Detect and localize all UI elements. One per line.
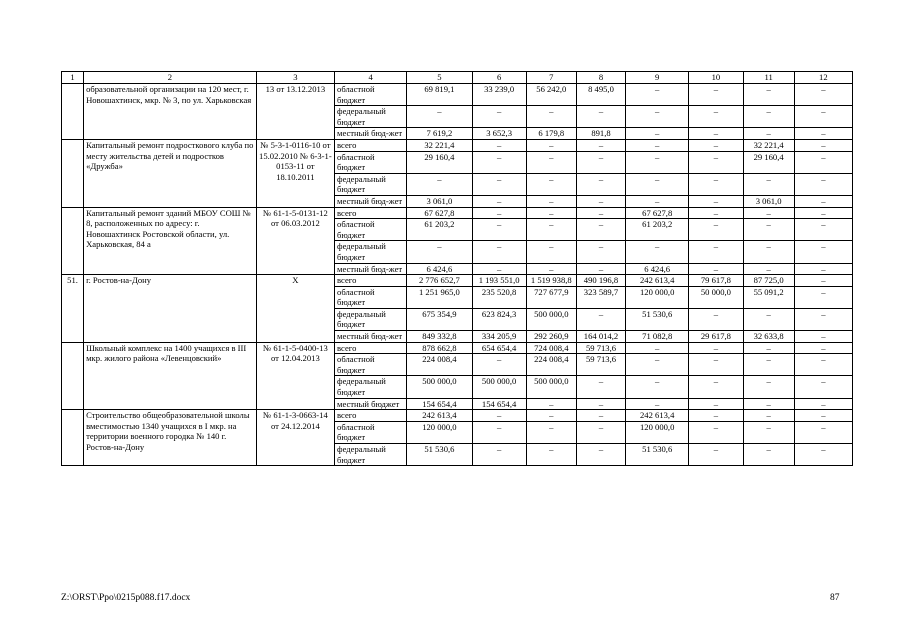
amount-cell: – [576, 376, 625, 398]
amount-cell: 6 424,6 [626, 263, 689, 275]
amount-cell: 1 519 938,8 [526, 275, 576, 287]
amount-cell: – [689, 444, 743, 466]
amount-cell: – [472, 173, 526, 195]
amount-cell: – [794, 173, 852, 195]
amount-cell: – [526, 151, 576, 173]
amount-cell: 120 000,0 [407, 421, 472, 443]
amount-cell: 878 662,8 [407, 342, 472, 354]
document-cell: № 61-1-5-0400-13 от 12.04.2013 [256, 342, 334, 410]
amount-cell: – [743, 241, 794, 263]
amount-cell: – [689, 84, 743, 106]
amount-cell: 8 495,0 [576, 84, 625, 106]
amount-cell: – [576, 219, 625, 241]
amount-cell: 51 530,6 [626, 444, 689, 466]
amount-cell: 55 091,2 [743, 286, 794, 308]
amount-cell: – [576, 173, 625, 195]
amount-cell: 32 221,4 [743, 139, 794, 151]
amount-cell: – [743, 342, 794, 354]
amount-cell: – [626, 84, 689, 106]
amount-cell: 623 824,3 [472, 308, 526, 330]
amount-cell: – [743, 207, 794, 219]
amount-cell: – [626, 241, 689, 263]
amount-cell: – [794, 219, 852, 241]
column-number-header [62, 72, 853, 84]
table-row [62, 207, 853, 219]
funding-source-cell: местный бюд-жет [335, 263, 407, 275]
budget-table [61, 71, 853, 466]
amount-cell: 724 008,4 [526, 342, 576, 354]
amount-cell: – [794, 241, 852, 263]
amount-cell: – [689, 195, 743, 207]
funding-source-cell: областной бюджет [335, 84, 407, 106]
funding-source-cell: всего [335, 410, 407, 422]
amount-cell: 6 424,6 [407, 263, 472, 275]
amount-cell: – [794, 410, 852, 422]
amount-cell: 164 014,2 [576, 331, 625, 343]
amount-cell: 6 179,8 [526, 128, 576, 140]
table-row [62, 139, 853, 151]
table-row [62, 84, 853, 106]
funding-source-cell: федеральный бюджет [335, 241, 407, 263]
amount-cell: 292 260,9 [526, 331, 576, 343]
header-cell: 4 [335, 72, 407, 84]
amount-cell: – [626, 354, 689, 376]
amount-cell: – [526, 106, 576, 128]
amount-cell: 500 000,0 [472, 376, 526, 398]
row-number-cell [62, 342, 84, 410]
amount-cell: – [689, 354, 743, 376]
amount-cell: – [576, 263, 625, 275]
amount-cell: – [526, 421, 576, 443]
amount-cell: 2 776 652,7 [407, 275, 472, 287]
amount-cell: 675 354,9 [407, 308, 472, 330]
amount-cell: 67 627,8 [626, 207, 689, 219]
amount-cell: 154 654,4 [407, 398, 472, 410]
funding-source-cell: областной бюджет [335, 354, 407, 376]
funding-source-cell: местный бюд-жет [335, 331, 407, 343]
amount-cell: 3 652,3 [472, 128, 526, 140]
header-cell: 11 [743, 72, 794, 84]
amount-cell: – [472, 421, 526, 443]
amount-cell: – [626, 342, 689, 354]
header-cell: 12 [794, 72, 852, 84]
amount-cell: – [689, 219, 743, 241]
amount-cell: – [472, 354, 526, 376]
amount-cell: – [689, 376, 743, 398]
amount-cell: 3 061,0 [407, 195, 472, 207]
amount-cell: 3 061,0 [743, 195, 794, 207]
funding-source-cell: всего [335, 275, 407, 287]
amount-cell: 87 725,0 [743, 275, 794, 287]
row-number-cell [62, 410, 84, 466]
amount-cell: 500 000,0 [407, 376, 472, 398]
amount-cell: 334 205,9 [472, 331, 526, 343]
funding-source-cell: федеральный бюджет [335, 106, 407, 128]
amount-cell: – [794, 275, 852, 287]
amount-cell: – [794, 263, 852, 275]
amount-cell: 490 196,8 [576, 275, 625, 287]
amount-cell: – [472, 106, 526, 128]
amount-cell: – [626, 195, 689, 207]
amount-cell: 654 654,4 [472, 342, 526, 354]
amount-cell: – [472, 263, 526, 275]
amount-cell: 891,8 [576, 128, 625, 140]
amount-cell: – [689, 421, 743, 443]
header-cell: 2 [84, 72, 257, 84]
amount-cell: – [743, 219, 794, 241]
amount-cell: 51 530,6 [626, 308, 689, 330]
amount-cell: 61 203,2 [407, 219, 472, 241]
amount-cell: – [743, 106, 794, 128]
object-name-cell: г. Ростов-на-Дону [84, 275, 257, 343]
amount-cell: – [743, 354, 794, 376]
amount-cell: 120 000,0 [626, 421, 689, 443]
amount-cell: 224 008,4 [526, 354, 576, 376]
amount-cell: – [743, 444, 794, 466]
amount-cell: – [689, 263, 743, 275]
amount-cell: – [743, 308, 794, 330]
amount-cell: 154 654,4 [472, 398, 526, 410]
header-cell: 9 [626, 72, 689, 84]
amount-cell: – [794, 354, 852, 376]
header-cell: 10 [689, 72, 743, 84]
amount-cell: – [526, 263, 576, 275]
row-number-cell: 51. [62, 275, 84, 343]
amount-cell: 71 082,8 [626, 331, 689, 343]
amount-cell: 67 627,8 [407, 207, 472, 219]
funding-source-cell: федеральный бюджет [335, 308, 407, 330]
amount-cell: – [576, 207, 625, 219]
page-number: 87 [830, 593, 840, 603]
amount-cell: – [576, 195, 625, 207]
amount-cell: – [576, 139, 625, 151]
amount-cell: – [794, 207, 852, 219]
amount-cell: 7 619,2 [407, 128, 472, 140]
object-name-cell: Строительство общеобразовательной школы вместимостью 1340 учащихся в I мкр. на территории военного городка № 140 г. Ростов-на-Дону [84, 410, 257, 466]
amount-cell: – [472, 139, 526, 151]
amount-cell: – [626, 398, 689, 410]
funding-source-cell: областной бюджет [335, 219, 407, 241]
header-cell: 5 [407, 72, 472, 84]
amount-cell: – [689, 398, 743, 410]
amount-cell: – [576, 106, 625, 128]
amount-cell: – [472, 151, 526, 173]
amount-cell: – [407, 173, 472, 195]
amount-cell: – [407, 241, 472, 263]
funding-source-cell: федеральный бюджет [335, 173, 407, 195]
amount-cell: – [626, 106, 689, 128]
amount-cell: – [576, 308, 625, 330]
amount-cell: – [743, 128, 794, 140]
amount-cell: – [526, 398, 576, 410]
amount-cell: – [472, 410, 526, 422]
amount-cell: – [576, 421, 625, 443]
amount-cell: – [626, 151, 689, 173]
amount-cell: 727 677,9 [526, 286, 576, 308]
amount-cell: – [626, 128, 689, 140]
amount-cell: – [472, 241, 526, 263]
amount-cell: – [689, 308, 743, 330]
table-body [62, 72, 853, 466]
object-name-cell: Школьный комплекс на 1400 учащихся в III мкр. жилого района «Левенцовский» [84, 342, 257, 410]
amount-cell: 224 008,4 [407, 354, 472, 376]
amount-cell: – [689, 106, 743, 128]
table-row [62, 275, 853, 287]
amount-cell: 242 613,4 [407, 410, 472, 422]
amount-cell: – [743, 376, 794, 398]
amount-cell: 29 160,4 [407, 151, 472, 173]
amount-cell: 849 332,8 [407, 331, 472, 343]
amount-cell: 29 160,4 [743, 151, 794, 173]
row-number-cell [62, 207, 84, 275]
amount-cell: – [689, 151, 743, 173]
amount-cell: 500 000,0 [526, 376, 576, 398]
object-name-cell: Капитальный ремонт зданий МБОУ СОШ № 8, расположенных по адресу: г. Новошахтинск Ростовской области, ул. Харьковская, 84 а [84, 207, 257, 275]
amount-cell: – [689, 410, 743, 422]
amount-cell: – [576, 241, 625, 263]
amount-cell: – [794, 421, 852, 443]
amount-cell: 51 530,6 [407, 444, 472, 466]
funding-source-cell: областной бюджет [335, 151, 407, 173]
amount-cell: 1 251 965,0 [407, 286, 472, 308]
amount-cell: – [794, 139, 852, 151]
amount-cell: – [472, 195, 526, 207]
amount-cell: – [472, 207, 526, 219]
object-name-cell: Капитальный ремонт подросткового клуба по месту жительства детей и подростков «Дружба» [84, 139, 257, 207]
object-name-cell: образовательной организации на 120 мест, г. Новошахтинск, мкр. № 3, по ул. Харьковская [84, 84, 257, 140]
amount-cell: 56 242,0 [526, 84, 576, 106]
amount-cell: – [526, 410, 576, 422]
amount-cell: – [689, 207, 743, 219]
amount-cell: – [743, 263, 794, 275]
funding-source-cell: местный бюджет [335, 398, 407, 410]
amount-cell: – [689, 139, 743, 151]
document-cell: № 61-1-5-0131-12 от 06.03.2012 [256, 207, 334, 275]
amount-cell: – [576, 398, 625, 410]
amount-cell: 32 221,4 [407, 139, 472, 151]
amount-cell: – [743, 421, 794, 443]
amount-cell: 29 617,8 [689, 331, 743, 343]
file-path: Z:\ORST\Ppo\0215p088.f17.docx [61, 593, 191, 603]
amount-cell: 50 000,0 [689, 286, 743, 308]
amount-cell: – [743, 410, 794, 422]
document-cell: X [256, 275, 334, 343]
amount-cell: 242 613,4 [626, 410, 689, 422]
document-cell: № 5-3-1-0116-10 от 15.02.2010 № 6-3-1-0153-11 от 18.10.2011 [256, 139, 334, 207]
amount-cell: – [526, 139, 576, 151]
funding-source-cell: федеральный бюджет [335, 376, 407, 398]
amount-cell: – [794, 444, 852, 466]
amount-cell: – [689, 342, 743, 354]
row-number-cell [62, 139, 84, 207]
amount-cell: 69 819,1 [407, 84, 472, 106]
amount-cell: – [794, 128, 852, 140]
amount-cell: – [794, 195, 852, 207]
header-cell: 7 [526, 72, 576, 84]
amount-cell: 32 633,8 [743, 331, 794, 343]
amount-cell: – [794, 286, 852, 308]
row-number-cell [62, 84, 84, 140]
amount-cell: – [472, 444, 526, 466]
amount-cell: 1 193 551,0 [472, 275, 526, 287]
amount-cell: 500 000,0 [526, 308, 576, 330]
funding-source-cell: областной бюджет [335, 421, 407, 443]
amount-cell: – [576, 410, 625, 422]
header-cell: 1 [62, 72, 84, 84]
funding-source-cell: областной бюджет [335, 286, 407, 308]
amount-cell: – [526, 195, 576, 207]
amount-cell: – [626, 139, 689, 151]
amount-cell: – [407, 106, 472, 128]
amount-cell: – [576, 151, 625, 173]
amount-cell: – [743, 398, 794, 410]
amount-cell: – [794, 376, 852, 398]
amount-cell: – [794, 106, 852, 128]
amount-cell: – [626, 173, 689, 195]
amount-cell: – [526, 219, 576, 241]
amount-cell: 323 589,7 [576, 286, 625, 308]
funding-source-cell: местный бюд-жет [335, 195, 407, 207]
amount-cell: 59 713,6 [576, 354, 625, 376]
amount-cell: 242 613,4 [626, 275, 689, 287]
funding-source-cell: федеральный бюджет [335, 444, 407, 466]
amount-cell: – [794, 342, 852, 354]
header-cell: 3 [256, 72, 334, 84]
funding-source-cell: всего [335, 139, 407, 151]
amount-cell: – [743, 173, 794, 195]
table-row [62, 410, 853, 422]
amount-cell: – [526, 444, 576, 466]
amount-cell: – [576, 444, 625, 466]
amount-cell: – [794, 308, 852, 330]
document-cell: № 61-1-3-0663-14 от 24.12.2014 [256, 410, 334, 466]
amount-cell: – [526, 173, 576, 195]
amount-cell: – [743, 84, 794, 106]
header-cell: 6 [472, 72, 526, 84]
amount-cell: 120 000,0 [626, 286, 689, 308]
amount-cell: – [526, 207, 576, 219]
funding-source-cell: местный бюд-жет [335, 128, 407, 140]
amount-cell: – [794, 398, 852, 410]
amount-cell: 61 203,2 [626, 219, 689, 241]
header-cell: 8 [576, 72, 625, 84]
amount-cell: – [472, 219, 526, 241]
amount-cell: 59 713,6 [576, 342, 625, 354]
table-row [62, 342, 853, 354]
funding-source-cell: всего [335, 207, 407, 219]
amount-cell: – [794, 151, 852, 173]
amount-cell: – [689, 128, 743, 140]
funding-source-cell: всего [335, 342, 407, 354]
amount-cell: – [794, 84, 852, 106]
document-cell: 13 от 13.12.2013 [256, 84, 334, 140]
amount-cell: – [626, 376, 689, 398]
amount-cell: 235 520,8 [472, 286, 526, 308]
amount-cell: 79 617,8 [689, 275, 743, 287]
amount-cell: – [794, 331, 852, 343]
amount-cell: 33 239,0 [472, 84, 526, 106]
amount-cell: – [526, 241, 576, 263]
amount-cell: – [689, 241, 743, 263]
amount-cell: – [689, 173, 743, 195]
